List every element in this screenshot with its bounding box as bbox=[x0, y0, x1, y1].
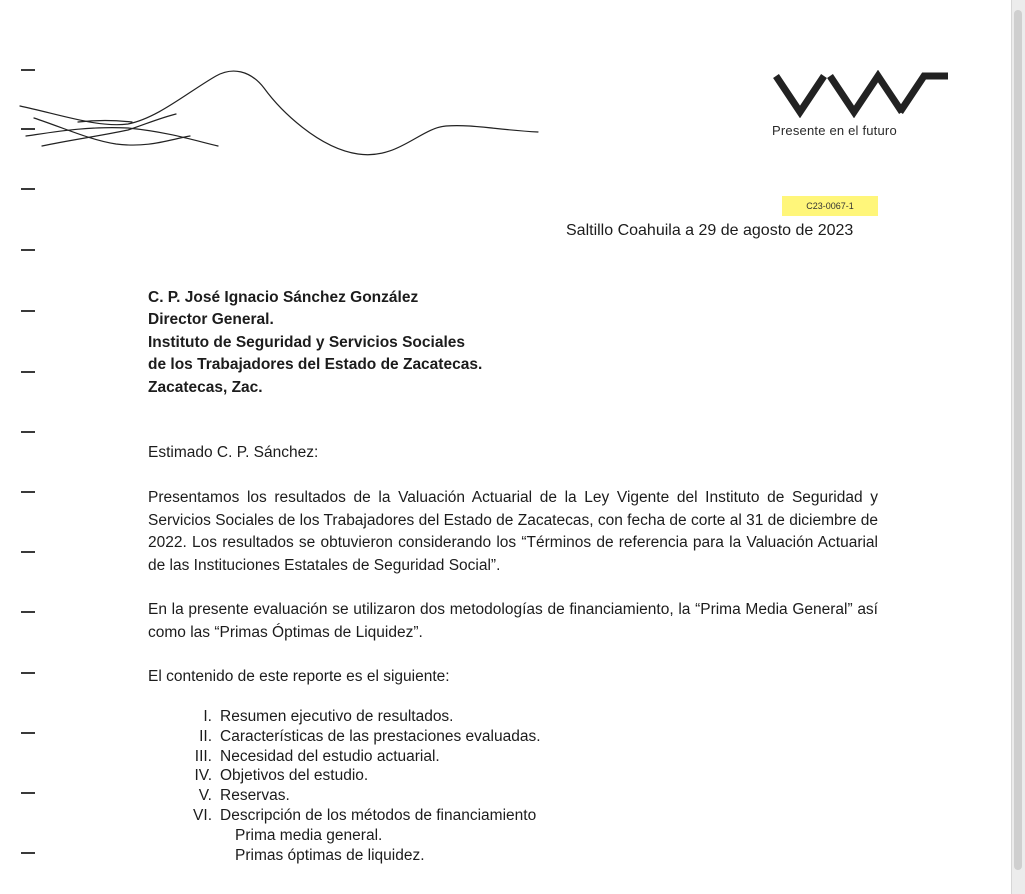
list-item bbox=[170, 766, 541, 786]
margin-mark bbox=[21, 371, 35, 373]
margin-mark bbox=[21, 188, 35, 190]
paragraph-methodology: En la presente evaluación se utilizaron dos metodologías de financiamiento, la “Prima Media General” así como las “Primas Óptimas de Liquidez”. bbox=[148, 601, 878, 641]
list-item bbox=[170, 727, 541, 747]
list-subitem: Prima media general. bbox=[235, 826, 383, 844]
addressee-block bbox=[148, 287, 482, 399]
list-item-text: Reservas. bbox=[220, 787, 290, 805]
addressee-city: Zacatecas, Zac. bbox=[148, 378, 263, 396]
addressee-title: Director General. bbox=[148, 311, 274, 329]
margin-mark bbox=[21, 551, 35, 553]
list-item-number: VI. bbox=[193, 806, 212, 824]
list-item bbox=[170, 786, 541, 806]
contents-list bbox=[170, 707, 541, 865]
list-item-text: Descripción de los métodos de financiamiento bbox=[220, 806, 537, 824]
margin-mark bbox=[21, 491, 35, 493]
addressee-name: C. P. José Ignacio Sánchez González bbox=[148, 289, 419, 306]
company-logo bbox=[760, 70, 960, 138]
margin-mark bbox=[21, 732, 35, 734]
margin-mark bbox=[21, 310, 35, 312]
margin-mark bbox=[21, 852, 35, 854]
list-item-number: V. bbox=[198, 787, 212, 805]
list-item-text: Necesidad del estudio actuarial. bbox=[220, 747, 440, 765]
list-subitem: Primas óptimas de liquidez. bbox=[235, 846, 425, 864]
list-item-number: IV. bbox=[194, 767, 212, 785]
margin-mark bbox=[21, 611, 35, 613]
margin-mark bbox=[21, 792, 35, 794]
date-line: Saltillo Coahuila a 29 de agosto de 2023 bbox=[566, 222, 854, 239]
handwritten-signature bbox=[18, 62, 548, 172]
margin-mark bbox=[21, 431, 35, 433]
scrollbar-thumb[interactable] bbox=[1014, 10, 1022, 870]
list-item-number: I. bbox=[203, 708, 212, 725]
vertical-scrollbar[interactable] bbox=[1011, 0, 1025, 894]
vxv-logo-icon bbox=[772, 70, 952, 118]
greeting: Estimado C. P. Sánchez: bbox=[148, 444, 319, 461]
addressee-institution-line2: de los Trabajadores del Estado de Zacatecas. bbox=[148, 356, 483, 374]
reference-code: C23-0067-1 bbox=[782, 196, 878, 216]
list-item bbox=[170, 747, 541, 767]
list-item-number: II. bbox=[199, 727, 212, 745]
paragraph-contents-intro: El contenido de este reporte es el siguiente: bbox=[148, 668, 450, 685]
logo-tagline: Presente en el futuro bbox=[772, 123, 897, 138]
list-item-text: Objetivos del estudio. bbox=[220, 767, 369, 785]
margin-mark bbox=[21, 672, 35, 674]
margin-mark bbox=[21, 249, 35, 251]
list-item bbox=[170, 707, 541, 727]
addressee-institution-line1: Instituto de Seguridad y Servicios Sociales bbox=[148, 333, 465, 351]
list-item-text: Resumen ejecutivo de resultados. bbox=[220, 708, 454, 725]
paragraph-results: Presentamos los resultados de la Valuación Actuarial de la Ley Vigente del Instituto de Seguridad y Servicios Sociales de los Trabajadores del Estado de Zacatecas, con fecha de corte al 31 de diciembre de 2022. Los resultados se obtuvieron considerando los “Términos de referencia para la Valuación Actuarial de las Instituciones Estatales de Seguridad Social”. bbox=[148, 489, 878, 574]
list-item-number: III. bbox=[194, 747, 212, 765]
list-item bbox=[170, 806, 541, 826]
list-item-text: Características de las prestaciones evaluadas. bbox=[220, 727, 541, 745]
